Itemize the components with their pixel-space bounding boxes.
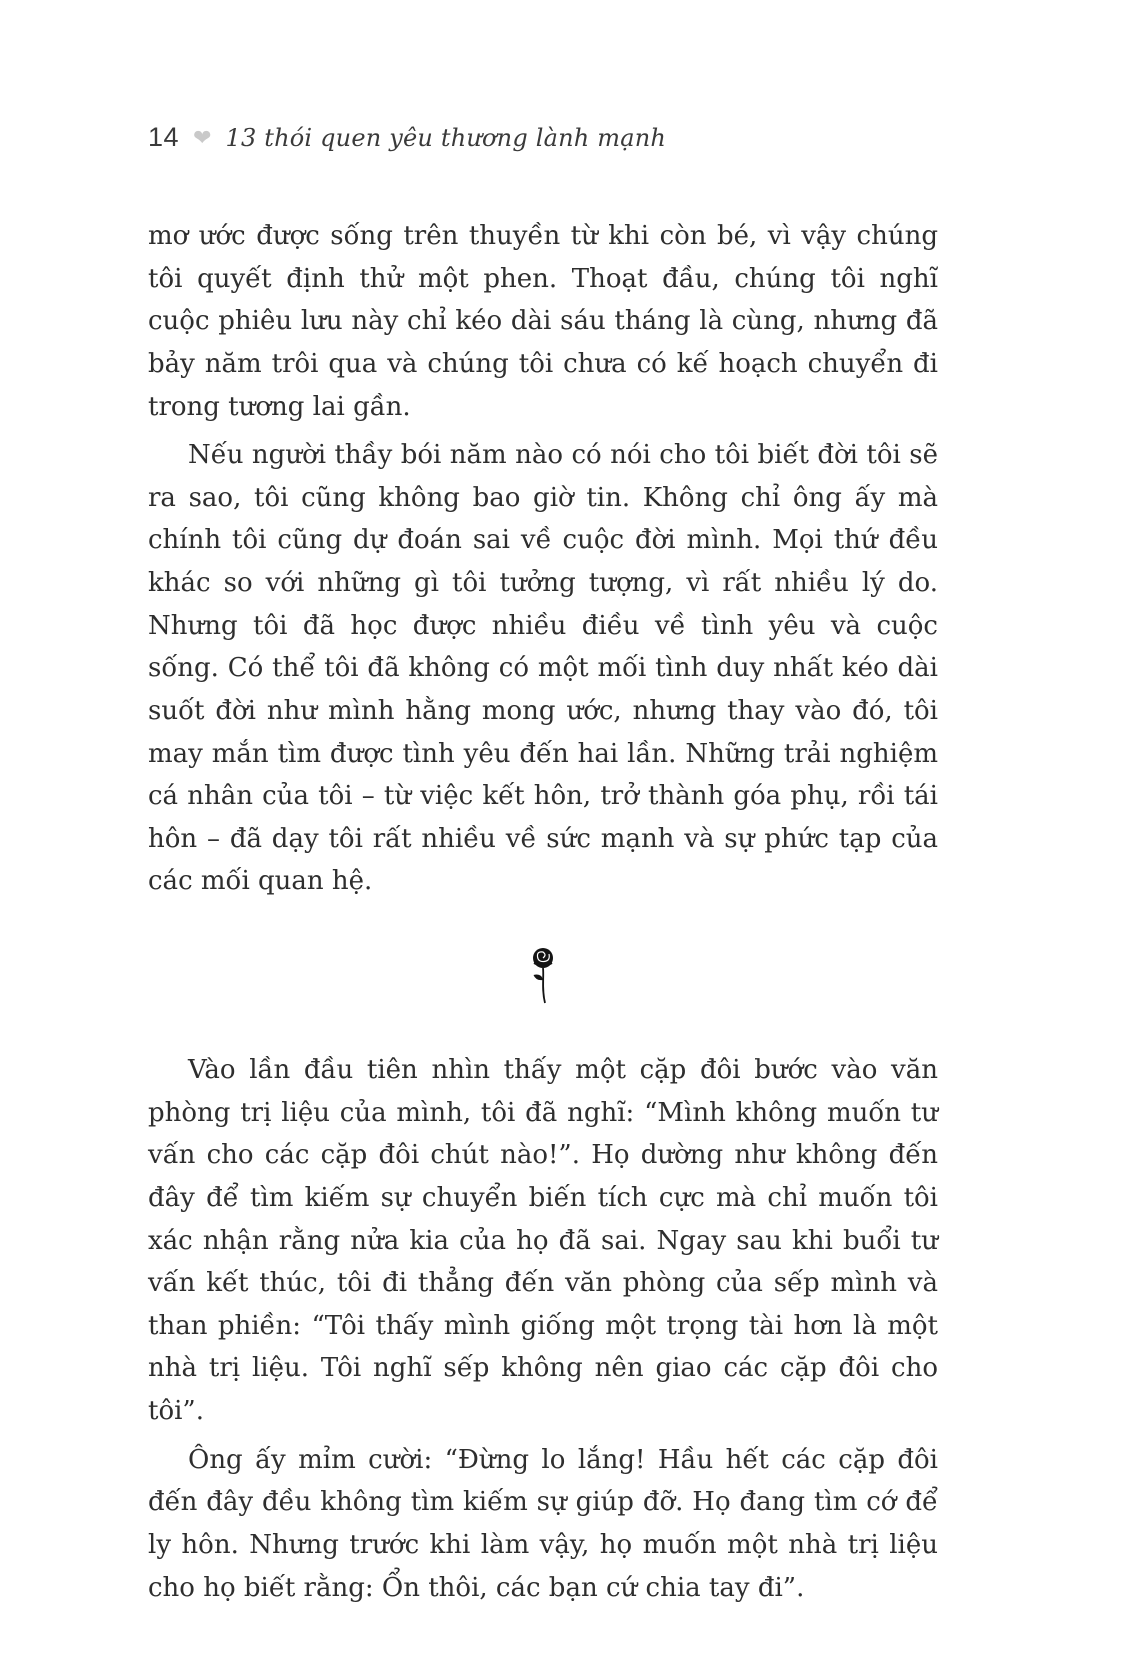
page-number: 14 xyxy=(148,122,180,152)
body-paragraph: mơ ước được sống trên thuyền từ khi còn bé, vì vậy chúng tôi quyết định thử một phen. Thoạt đầu, chúng tôi nghĩ cuộc phiêu lưu này chỉ kéo dài sáu tháng là cùng, nhưng đã bảy năm trôi qua và chúng tôi chưa có kế hoạch chuyển đi trong tương lai gần. xyxy=(148,221,938,422)
running-title: 13 thói quen yêu thương lành mạnh xyxy=(225,123,667,152)
body-paragraph: Nếu người thầy bói năm nào có nói cho tôi biết đời tôi sẽ ra sao, tôi cũng không bao giờ tin. Không chỉ ông ấy mà chính tôi cũng dự đoán sai về cuộc đời mình. Mọi thứ đều khác so với những gì tôi tưởng tượng, vì rất nhiều lý do. Nhưng tôi đã học được nhiều điều về tình yêu và cuộc sống. Có thể tôi đã không có một mối tình duy nhất kéo dài suốt đời như mình hằng mong ước, nhưng thay vào đó, tôi may mắn tìm được tình yêu đến hai lần. Những trải nghiệm cá nhân của tôi – từ việc kết hôn, trở thành góa phụ, rồi tái hôn – đã dạy tôi rất nhiều về sức mạnh và sự phức tạp của các mối quan hệ. xyxy=(148,440,938,897)
body-paragraph: Ông ấy mỉm cười: “Đừng lo lắng! Hầu hết các cặp đôi đến đây đều không tìm kiếm sự giúp đỡ. Họ đang tìm cớ để ly hôn. Nhưng trước khi làm vậy, họ muốn một nhà trị liệu cho họ biết rằng: Ổn thôi, các bạn cứ chia tay đi”. xyxy=(148,1444,938,1603)
heart-icon: ❤ xyxy=(193,125,212,151)
rose-ornament-icon xyxy=(528,990,558,1009)
running-header xyxy=(148,122,938,153)
section-divider xyxy=(148,947,938,1009)
body-paragraph: Vào lần đầu tiên nhìn thấy một cặp đôi bước vào văn phòng trị liệu của mình, tôi đã nghĩ: “Mình không muốn tư vấn cho các cặp đôi chút nào!”. Họ dường như không đến đây để tìm kiếm sự chuyển biến tích cực mà chỉ muốn tôi xác nhận rằng nửa kia của họ đã sai. Ngay sau khi buổi tư vấn kết thúc, tôi đi thẳng đến văn phòng của sếp mình và than phiền: “Tôi thấy mình giống một trọng tài hơn là một nhà trị liệu. Tôi nghĩ sếp không nên giao các cặp đôi cho tôi”. xyxy=(148,1055,938,1426)
body-text xyxy=(148,215,938,1609)
